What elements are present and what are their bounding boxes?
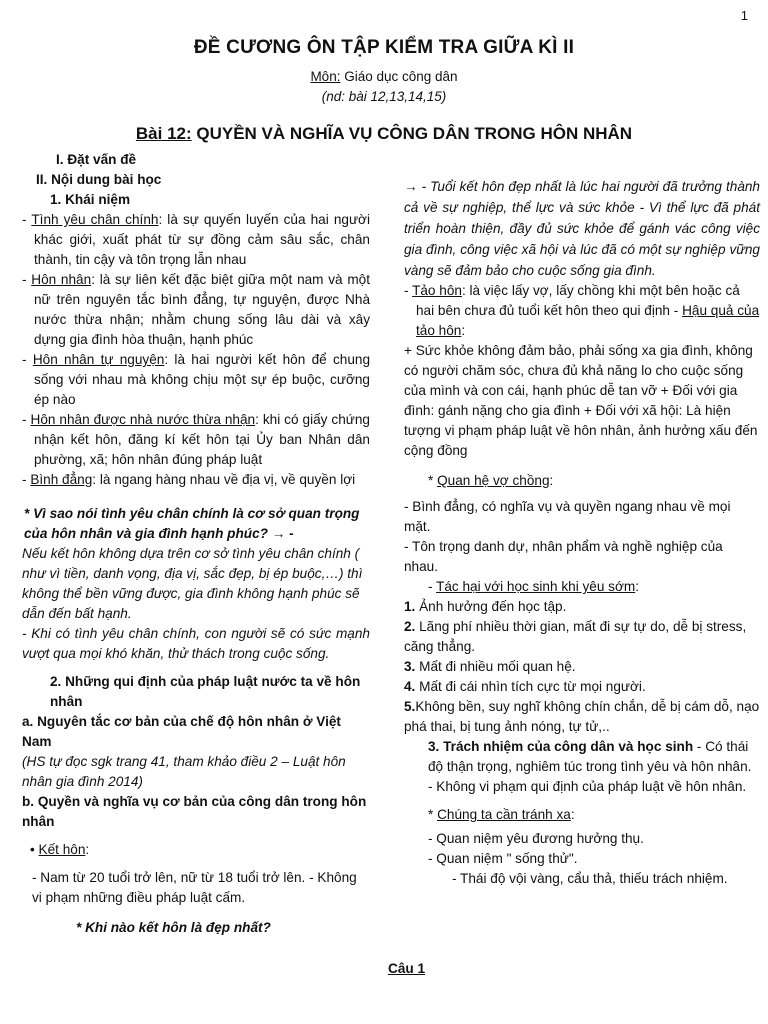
avoid-item-2: - Quan niệm " sống thử". [428, 851, 578, 866]
subject-line [0, 67, 768, 87]
term-voluntary-marriage: Hôn nhân tự nguyện [32, 352, 165, 367]
answer-true-love-2: - Khi có tình yêu chân chính, con người sẽ có sức mạnh vượt qua mọi khó khăn, thử thách trong cuộc sống. [22, 626, 370, 661]
harm-item-text: Không bền, suy nghĩ không chín chắn, dễ bị cám dỗ, nạo phá thai, bị tung ảnh nóng, tự tử,.. [404, 699, 760, 734]
responsibility-title: 3. Trách nhiệm của công dân và học sinh [428, 739, 694, 754]
arrow-glyph: → - [267, 526, 294, 541]
answer-true-love-1: Nếu kết hôn không dựa trên cơ sở tình yêu chân chính ( như vì tiền, danh vọng, địa vị, sắc đẹp, bị ép buộc,…) thì không thể bền vững được, gia đình không hạnh phúc sẽ dẫn đến bất hạnh. [22, 546, 363, 621]
harm-item-text: Mất đi cái nhìn tích cực từ mọi người. [415, 679, 646, 694]
question-true-love [22, 504, 370, 544]
left-column [22, 150, 370, 938]
term-true-love: Tình yêu chân chính [31, 212, 159, 227]
term-marriage: Hôn nhân [31, 272, 92, 287]
spouse-heading [404, 471, 760, 491]
page-number: 1 [740, 8, 748, 23]
definition-voluntary-marriage-text: : là hai người kết hôn để chung sống với nhau mà không chịu một sự ép buộc, cưỡng ép nào [34, 352, 371, 407]
section-content: II. Nội dung bài học [36, 172, 162, 187]
question-label: Câu 1 [388, 961, 426, 976]
early-marriage-effects: + Sức khỏe không đảm bảo, phải sống xa gia đình, không có người chăm sóc, chưa đủ khả năng lo cho cuộc sống của mình và con cái, hạnh phúc dễ tan vỡ + Đối với gia đình: gánh nặng cho gia đình + Đối với xã hội: Là hiện tượng vi phạm pháp luật về hôn nhân, ảnh hưởng xấu đến cộng đồng [404, 343, 758, 458]
term-recognized-marriage: Hôn nhân được nhà nước thừa nhận [30, 412, 256, 427]
definition-true-love-text: : là sự quyến luyến của hai người khác giới, xuất phát từ sự đồng cảm sâu sắc, chân thành, tin cậy và tôn trọng lẫn nhau [34, 212, 370, 267]
harm-heading [404, 577, 760, 597]
harm-item-text: Ảnh hưởng đến học tập. [415, 599, 567, 614]
harm-label: Tác hại với học sinh khi yêu sớm [436, 579, 636, 594]
harm-colon: : [635, 579, 639, 594]
definition-equality-text: : là ngang hàng nhau về địa vị, về quyền lợi [92, 472, 356, 487]
section-concepts: 1. Khái niệm [50, 192, 131, 207]
section-problem: I. Đặt vấn đề [56, 152, 137, 167]
principles-note: (HS tự đọc sgk trang 41, tham khảo điều 2 – Luật hôn nhân gia đình 2014) [22, 754, 346, 789]
term-early-marriage: Tảo hôn [412, 283, 462, 298]
best-age-rest: - Vì thể lực đã phát triển hoàn thiện, đầy đủ sức khỏe để gánh vác công việc gia đình, công việc xã hội và lúc đã có một sự nghiệp vững vàng sẽ đảm bảo cho cuộc sống gia đình. [404, 200, 760, 278]
harm-prefix: - [428, 579, 437, 594]
subject-note: (nd: bài 12,13,14,15) [321, 89, 447, 104]
best-age-text: → - Tuổi kết hôn đẹp nhất là lúc hai người đã trưởng thành cả về sự nghiệp, thể lực và sức khỏe [404, 179, 760, 215]
star-glyph: * [428, 807, 438, 822]
harm-item-number: 4. [404, 679, 416, 694]
harm-item-text: Mất đi nhiều mối quan hệ. [415, 659, 576, 674]
definition-recognized-marriage: - Hôn nhân được nhà nước thừa nhận: khi có giấy chứng nhận kết hôn, đăng kí kết hôn tại Ủy ban Nhân dân phường, xã; hôn nhân đúng pháp luật [22, 412, 370, 467]
term-equality: Bình đẳng [30, 472, 93, 487]
marriage-colon: : [85, 842, 90, 857]
harm-item [404, 617, 760, 657]
question-true-love-text: * Vì sao nói tình yêu chân chính là cơ sở quan trọng của hôn nhân và gia đình hạnh phúc? [24, 506, 360, 541]
definition-marriage: - Hôn nhân: là sự liên kết đặc biệt giữa một nam và một nữ trên nguyên tắc bình đẳng, tự nguyện, được Nhà nước thừa nhận; nhằm chung sống lâu dài và xây dựng gia đình hòa thuận, hạnh phúc [22, 272, 370, 347]
best-age-answer [404, 176, 760, 281]
avoid-heading [404, 805, 760, 825]
harm-item-number: 1. [404, 599, 416, 614]
bullet-glyph: • [30, 842, 39, 857]
responsibility-text: - Có thái độ thận trọng, nghiêm túc trong tình yêu và hôn nhân. [428, 739, 752, 774]
right-column [404, 176, 760, 889]
lesson-title: QUYỀN VÀ NGHĨA VỤ CÔNG DÂN TRONG HÔN NHÂN [191, 124, 633, 143]
marriage-conditions: - Nam từ 20 tuổi trở lên, nữ từ 18 tuổi trở lên. - Không vi phạm những điều pháp luật cấm. [32, 870, 357, 905]
definition-voluntary-marriage: - Hôn nhân tự nguyện: là hai người kết hôn để chung sống với nhau mà không chịu một sự ép buộc, cưỡng ép nào [22, 352, 371, 407]
definition-equality: - Bình đẳng: là ngang hàng nhau về địa vị, về quyền lợi [22, 472, 356, 487]
responsibility-section [404, 737, 760, 777]
harm-item-number: 5. [404, 699, 416, 714]
avoid-colon: : [570, 807, 575, 822]
early-marriage-text: : là việc lấy vợ, lấy chồng khi một bên hoặc cả hai bên chưa đủ tuổi kết hôn theo qui định - [416, 283, 740, 318]
question-best-time: * Khi nào kết hôn là đẹp nhất? [76, 920, 271, 935]
avoid-label: Chúng ta cần tránh xa [437, 807, 571, 822]
section-rights-duties: b. Quyền và nghĩa vụ cơ bản của công dân trong hôn nhân [22, 794, 367, 829]
spouse-colon: : [549, 473, 554, 488]
avoid-item-3: - Thái độ vội vàng, cẩu thả, thiếu trách nhiệm. [452, 871, 728, 886]
harm-item [404, 697, 760, 737]
subject-value: Giáo dục công dân [340, 69, 458, 84]
definition-true-love: - Tình yêu chân chính: là sự quyến luyến của hai người khác giới, xuất phát từ sự đồng cảm sâu sắc, chân thành, tin cậy và tôn trọng lẫn nhau [22, 212, 370, 267]
spouse-item-1: - Bình đẳng, có nghĩa vụ và quyền ngang nhau về mọi mặt. [404, 499, 731, 534]
subject-label: Môn: [310, 69, 341, 84]
section-law: 2. Những qui định của pháp luật nước ta về hôn nhân [50, 674, 361, 709]
responsibility-item: - Không vi phạm qui định của pháp luật về hôn nhân. [428, 779, 747, 794]
harm-item [404, 657, 760, 677]
lesson-label: Bài 12: [135, 124, 192, 143]
definition-marriage-text: : là sự liên kết đặc biệt giữa một nam và một nữ trên nguyên tắc bình đẳng, tự nguyện, được Nhà nước thừa nhận; nhằm chung sống lâu dài và xây dựng gia đình hòa thuận, hạnh phúc [34, 272, 370, 347]
marriage-heading [22, 840, 370, 860]
document-title: ĐỀ CƯƠNG ÔN TẬP KIỂM TRA GIỮA KÌ II [193, 37, 575, 58]
harm-item-number: 2. [404, 619, 416, 634]
lesson-heading [0, 124, 768, 144]
star-glyph: * [428, 473, 438, 488]
avoid-item-1: - Quan niệm yêu đương hưởng thụ. [428, 831, 644, 846]
harm-item [404, 677, 760, 697]
harm-item-number: 3. [404, 659, 416, 674]
definition-recognized-marriage-text: : khi có giấy chứng nhận kết hôn, đăng kí kết hôn tại Ủy ban Nhân dân phường, xã; hôn nhân đúng pháp luật [34, 412, 370, 467]
early-marriage-consequence: Hậu quả của tảo hôn [416, 303, 760, 338]
early-marriage-colon: : [461, 323, 466, 338]
harm-item [404, 597, 760, 617]
section-principles: a. Nguyên tắc cơ bản của chế độ hôn nhân ở Việt Nam [22, 714, 341, 749]
spouse-item-2: - Tôn trọng danh dự, nhân phẩm và nghề nghiệp của nhau. [404, 539, 723, 574]
spouse-label: Quan hệ vợ chồng [437, 473, 550, 488]
marriage-label: Kết hôn [38, 842, 86, 857]
early-marriage-definition: - Tảo hôn: là việc lấy vợ, lấy chồng khi một bên hoặc cả hai bên chưa đủ tuổi kết hôn theo qui định - Hậu quả của tảo hôn: [404, 283, 760, 338]
harm-item-text: Lãng phí nhiều thời gian, mất đi sự tự do, dễ bị stress, căng thẳng. [404, 619, 747, 654]
